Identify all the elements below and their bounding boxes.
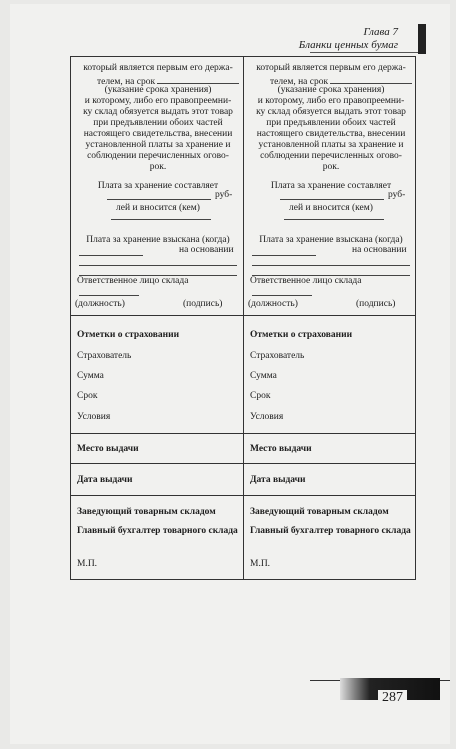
insurer-label: Страхователь bbox=[77, 351, 132, 361]
term-label: Срок bbox=[77, 391, 98, 401]
form-text: рок. bbox=[149, 162, 167, 172]
form-text: настоящего свидетельства, внесении bbox=[256, 129, 406, 139]
form-text: соблюдении перечисленных огово- bbox=[87, 151, 229, 161]
blank-field bbox=[280, 199, 384, 200]
section-divider bbox=[71, 463, 415, 464]
basis-label: на основании bbox=[179, 245, 234, 255]
form-text: который является первым его держа- bbox=[83, 63, 233, 73]
blank-field bbox=[111, 219, 211, 220]
fee-payer-label: лей и вносится (кем) bbox=[116, 203, 200, 213]
blank-field bbox=[284, 219, 384, 220]
chief-accountant-label: Главный бухгалтер товарного склада bbox=[250, 526, 411, 536]
form-text: и которому, либо его правопреемни- bbox=[257, 96, 405, 106]
column-divider bbox=[243, 57, 244, 579]
header-mark bbox=[418, 24, 426, 54]
section-divider bbox=[71, 495, 415, 496]
form-text: соблюдении перечисленных огово- bbox=[260, 151, 402, 161]
position-label: (должность) bbox=[75, 299, 125, 309]
insurance-title: Отметки о страховании bbox=[77, 330, 180, 340]
form-text: установленной платы за хранение и bbox=[258, 140, 404, 150]
form-text: (указание срока хранения) bbox=[277, 85, 385, 95]
chief-accountant-label: Главный бухгалтер товарного склада bbox=[77, 526, 238, 536]
blank-field bbox=[157, 74, 239, 84]
responsible-label: Ответственное лицо склада bbox=[77, 276, 189, 286]
sum-label: Сумма bbox=[250, 371, 277, 381]
position-label: (должность) bbox=[248, 299, 298, 309]
blank-field bbox=[252, 295, 312, 296]
basis-label: на основании bbox=[352, 245, 407, 255]
responsible-label: Ответственное лицо склада bbox=[250, 276, 362, 286]
seal-label: М.П. bbox=[250, 559, 271, 569]
form-text: при предъявлении обоих частей bbox=[93, 118, 223, 128]
page-number: 287 bbox=[378, 690, 407, 706]
blank-field bbox=[79, 265, 237, 266]
form-text: настоящего свидетельства, внесении bbox=[83, 129, 233, 139]
signature-label: (подпись) bbox=[183, 299, 223, 309]
form-text: ку склад обязуется выдать этот товар bbox=[256, 107, 406, 117]
blank-field bbox=[252, 255, 316, 256]
collected-label: Плата за хранение взыскана (когда) bbox=[259, 235, 403, 245]
collected-label: Плата за хранение взыскана (когда) bbox=[86, 235, 230, 245]
insurance-title: Отметки о страховании bbox=[250, 330, 353, 340]
form-text: установленной платы за хранение и bbox=[85, 140, 231, 150]
receipt-form bbox=[70, 56, 416, 580]
fee-label: Плата за хранение составляет bbox=[97, 181, 219, 191]
warehouse-head-label: Заведующий товарным складом bbox=[77, 507, 216, 517]
blank-field bbox=[107, 199, 211, 200]
form-text: (указание срока хранения) bbox=[104, 85, 212, 95]
form-text: телем, на срок bbox=[270, 77, 329, 87]
fee-label: Плата за хранение составляет bbox=[270, 181, 392, 191]
blank-field bbox=[79, 255, 143, 256]
section-divider bbox=[71, 433, 415, 434]
warehouse-head-label: Заведующий товарным складом bbox=[250, 507, 389, 517]
form-text: который является первым его держа- bbox=[256, 63, 406, 73]
blank-field bbox=[79, 295, 139, 296]
form-text: рок. bbox=[322, 162, 340, 172]
chapter-title: Глава 7 bbox=[363, 26, 398, 38]
place-of-issue-label: Место выдачи bbox=[77, 444, 139, 454]
header-rule bbox=[310, 52, 418, 53]
blank-field bbox=[252, 265, 410, 266]
form-text: телем, на срок bbox=[97, 77, 156, 87]
seal-label: М.П. bbox=[77, 559, 98, 569]
date-of-issue-label: Дата выдачи bbox=[250, 475, 306, 485]
sum-label: Сумма bbox=[77, 371, 104, 381]
fee-rub: руб- bbox=[215, 190, 233, 200]
conditions-label: Условия bbox=[77, 412, 111, 422]
insurer-label: Страхователь bbox=[250, 351, 305, 361]
chapter-header bbox=[299, 26, 398, 52]
section-divider bbox=[71, 315, 415, 316]
page bbox=[10, 4, 450, 744]
date-of-issue-label: Дата выдачи bbox=[77, 475, 133, 485]
blank-field bbox=[330, 74, 412, 84]
fee-rub: руб- bbox=[388, 190, 406, 200]
form-text: при предъявлении обоих частей bbox=[266, 118, 396, 128]
form-text: ку склад обязуется выдать этот товар bbox=[83, 107, 233, 117]
conditions-label: Условия bbox=[250, 412, 284, 422]
term-label: Срок bbox=[250, 391, 271, 401]
place-of-issue-label: Место выдачи bbox=[250, 444, 312, 454]
section-title: Бланки ценных бумаг bbox=[298, 39, 398, 51]
signature-label: (подпись) bbox=[356, 299, 396, 309]
form-text: и которому, либо его правопреемни- bbox=[84, 96, 232, 106]
fee-payer-label: лей и вносится (кем) bbox=[289, 203, 373, 213]
